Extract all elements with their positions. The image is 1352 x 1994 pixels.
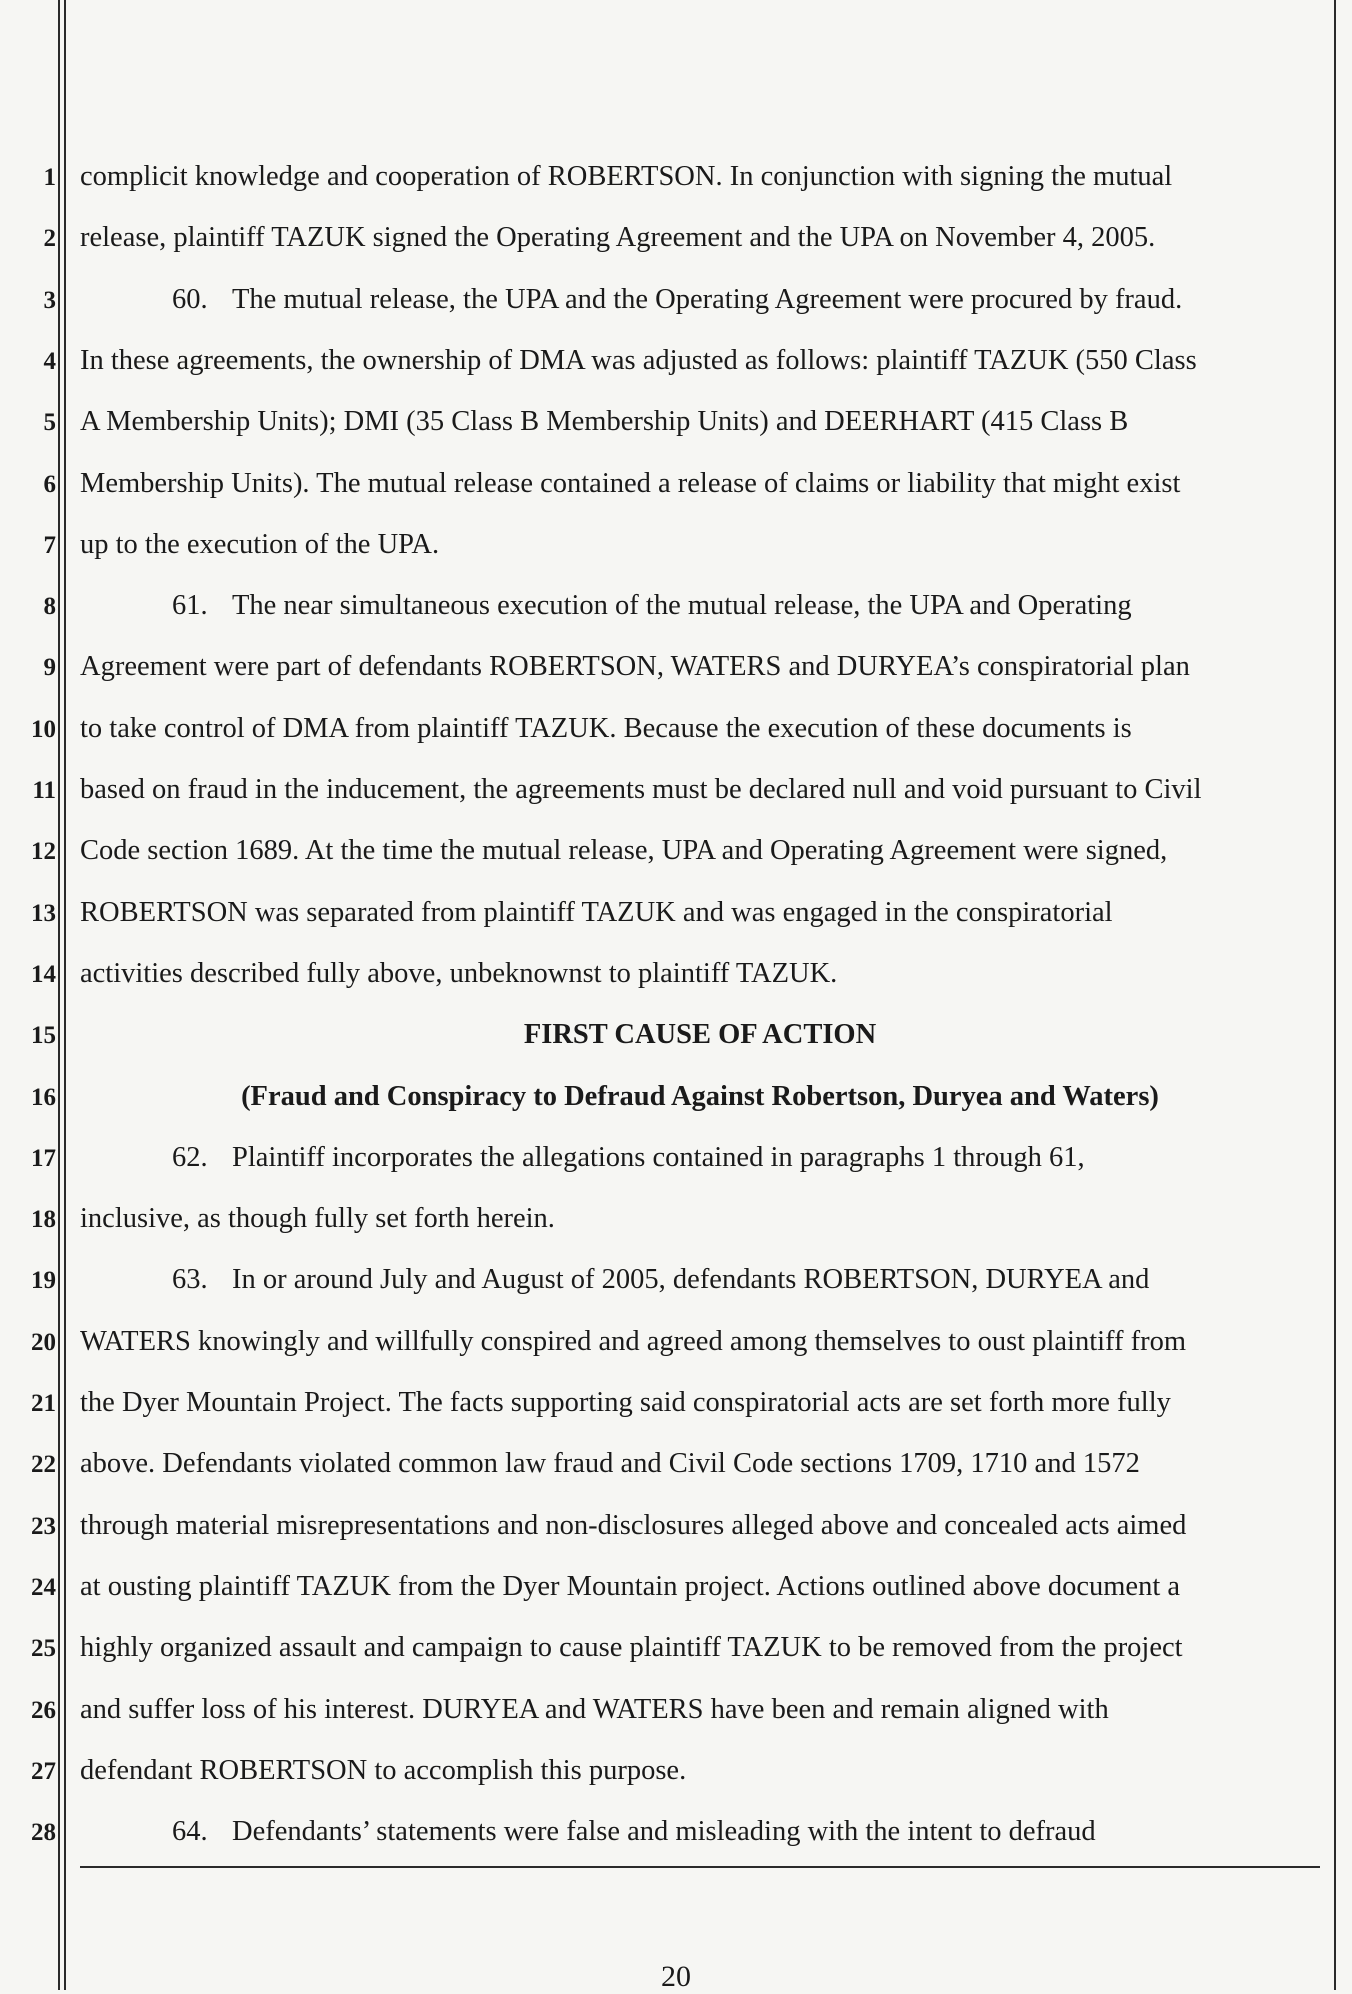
paragraph-text: Defendants’ statements were false and misleading with the intent to defraud — [232, 1816, 1096, 1848]
line-number: 6 — [43, 470, 56, 498]
line-number: 4 — [43, 347, 56, 375]
text-line: to take control of DMA from plaintiff TAZUK. Because the execution of these documents is — [80, 712, 1132, 744]
text-line: complicit knowledge and cooperation of ROBERTSON. In conjunction with signing the mutual — [80, 161, 1173, 192]
paragraph-start-line — [80, 588, 1320, 624]
line-number: 26 — [31, 1696, 56, 1724]
text-line: In these agreements, the ownership of DMA was adjusted as follows: plaintiff TAZUK (550 Class — [80, 344, 1197, 376]
text-line: through material misrepresentations and non-disclosures alleged above and concealed acts aimed — [80, 1509, 1187, 1541]
paragraph-number: 62. — [172, 1141, 208, 1173]
paragraph-text: The mutual release, the UPA and the Operating Agreement were procured by fraud. — [232, 283, 1183, 315]
text-line: inclusive, as though fully set forth herein. — [80, 1203, 555, 1235]
left-margin-rule — [58, 0, 60, 1990]
paragraph-start-line — [80, 1814, 1320, 1850]
paragraph-text: Plaintiff incorporates the allegations contained in paragraphs 1 through 61, — [232, 1141, 1085, 1173]
line-number: 14 — [31, 960, 56, 988]
text-line: Agreement were part of defendants ROBERTSON, WATERS and DURYEA’s conspiratorial plan — [80, 651, 1190, 683]
section-heading: (Fraud and Conspiracy to Defraud Against Robertson, Duryea and Waters) — [241, 1080, 1159, 1112]
text-line: Membership Units). The mutual release contained a release of claims or liability that might exist — [80, 467, 1181, 499]
text-line: ROBERTSON was separated from plaintiff TAZUK and was engaged in the conspiratorial — [80, 896, 1113, 928]
line-number: 16 — [31, 1083, 56, 1111]
paragraph-text: In or around July and August of 2005, defendants ROBERTSON, DURYEA and — [232, 1264, 1150, 1296]
line-number: 10 — [31, 715, 56, 743]
paragraph-start-line — [80, 282, 1320, 318]
text-line: based on fraud in the inducement, the agreements must be declared null and void pursuant to Civil — [80, 774, 1202, 805]
text-line: Code section 1689. At the time the mutual release, UPA and Operating Agreement were signed, — [80, 835, 1168, 867]
text-line: A Membership Units); DMI (35 Class B Membership Units) and DEERHART (415 Class B — [80, 406, 1129, 438]
text-line: at ousting plaintiff TAZUK from the Dyer Mountain project. Actions outlined above document a — [80, 1570, 1181, 1602]
line-number: 21 — [31, 1390, 56, 1417]
left-margin-rule-inner — [64, 0, 66, 1990]
line-number: 12 — [31, 838, 56, 866]
line-number: 18 — [31, 1206, 56, 1234]
text-line: highly organized assault and campaign to cause plaintiff TAZUK to be removed from the project — [80, 1632, 1183, 1664]
page-number: 20 — [661, 1960, 691, 1993]
line-number: 17 — [31, 1144, 56, 1172]
text-line: up to the execution of the UPA. — [80, 528, 440, 560]
line-number: 27 — [31, 1757, 56, 1785]
text-line: WATERS knowingly and willfully conspired and agreed among themselves to oust plaintiff from — [80, 1325, 1187, 1357]
line-number: 7 — [43, 531, 56, 559]
paragraph-start-line — [80, 1140, 1320, 1176]
paragraph-number: 64. — [172, 1816, 208, 1848]
line-number: 13 — [31, 899, 56, 927]
footer-rule — [80, 1866, 1320, 1868]
text-line: release, plaintiff TAZUK signed the Operating Agreement and the UPA on November 4, 2005. — [80, 222, 1156, 254]
text-line: above. Defendants violated common law fraud and Civil Code sections 1709, 1710 and 1572 — [80, 1448, 1140, 1480]
line-number: 20 — [31, 1328, 56, 1356]
line-number: 28 — [31, 1819, 56, 1847]
paragraph-number: 63. — [172, 1264, 208, 1296]
paragraph-text: The near simultaneous execution of the mutual release, the UPA and Operating — [232, 590, 1132, 622]
line-number: 11 — [32, 777, 56, 804]
line-number: 3 — [43, 286, 56, 314]
text-line: the Dyer Mountain Project. The facts supporting said conspiratorial acts are set forth more fully — [80, 1387, 1171, 1418]
text-line: activities described fully above, unbeknownst to plaintiff TAZUK. — [80, 957, 838, 989]
line-number: 24 — [31, 1573, 56, 1601]
line-number: 8 — [43, 593, 56, 621]
paragraph-number: 61. — [172, 590, 208, 622]
line-number: 15 — [31, 1022, 56, 1050]
line-number: 25 — [31, 1635, 56, 1663]
paragraph-start-line — [80, 1262, 1320, 1298]
paragraph-number: 60. — [172, 283, 208, 315]
line-number: 1 — [43, 164, 56, 191]
text-line: defendant ROBERTSON to accomplish this purpose. — [80, 1754, 687, 1786]
line-number: 22 — [31, 1451, 56, 1479]
line-number: 19 — [31, 1267, 56, 1295]
right-margin-rule — [1334, 0, 1336, 1990]
line-number: 2 — [43, 225, 56, 253]
line-number: 9 — [43, 654, 56, 682]
line-number: 5 — [43, 409, 56, 437]
section-heading: FIRST CAUSE OF ACTION — [523, 1019, 877, 1051]
line-number: 23 — [31, 1512, 56, 1540]
text-line: and suffer loss of his interest. DURYEA and WATERS have been and remain aligned with — [80, 1693, 1109, 1725]
